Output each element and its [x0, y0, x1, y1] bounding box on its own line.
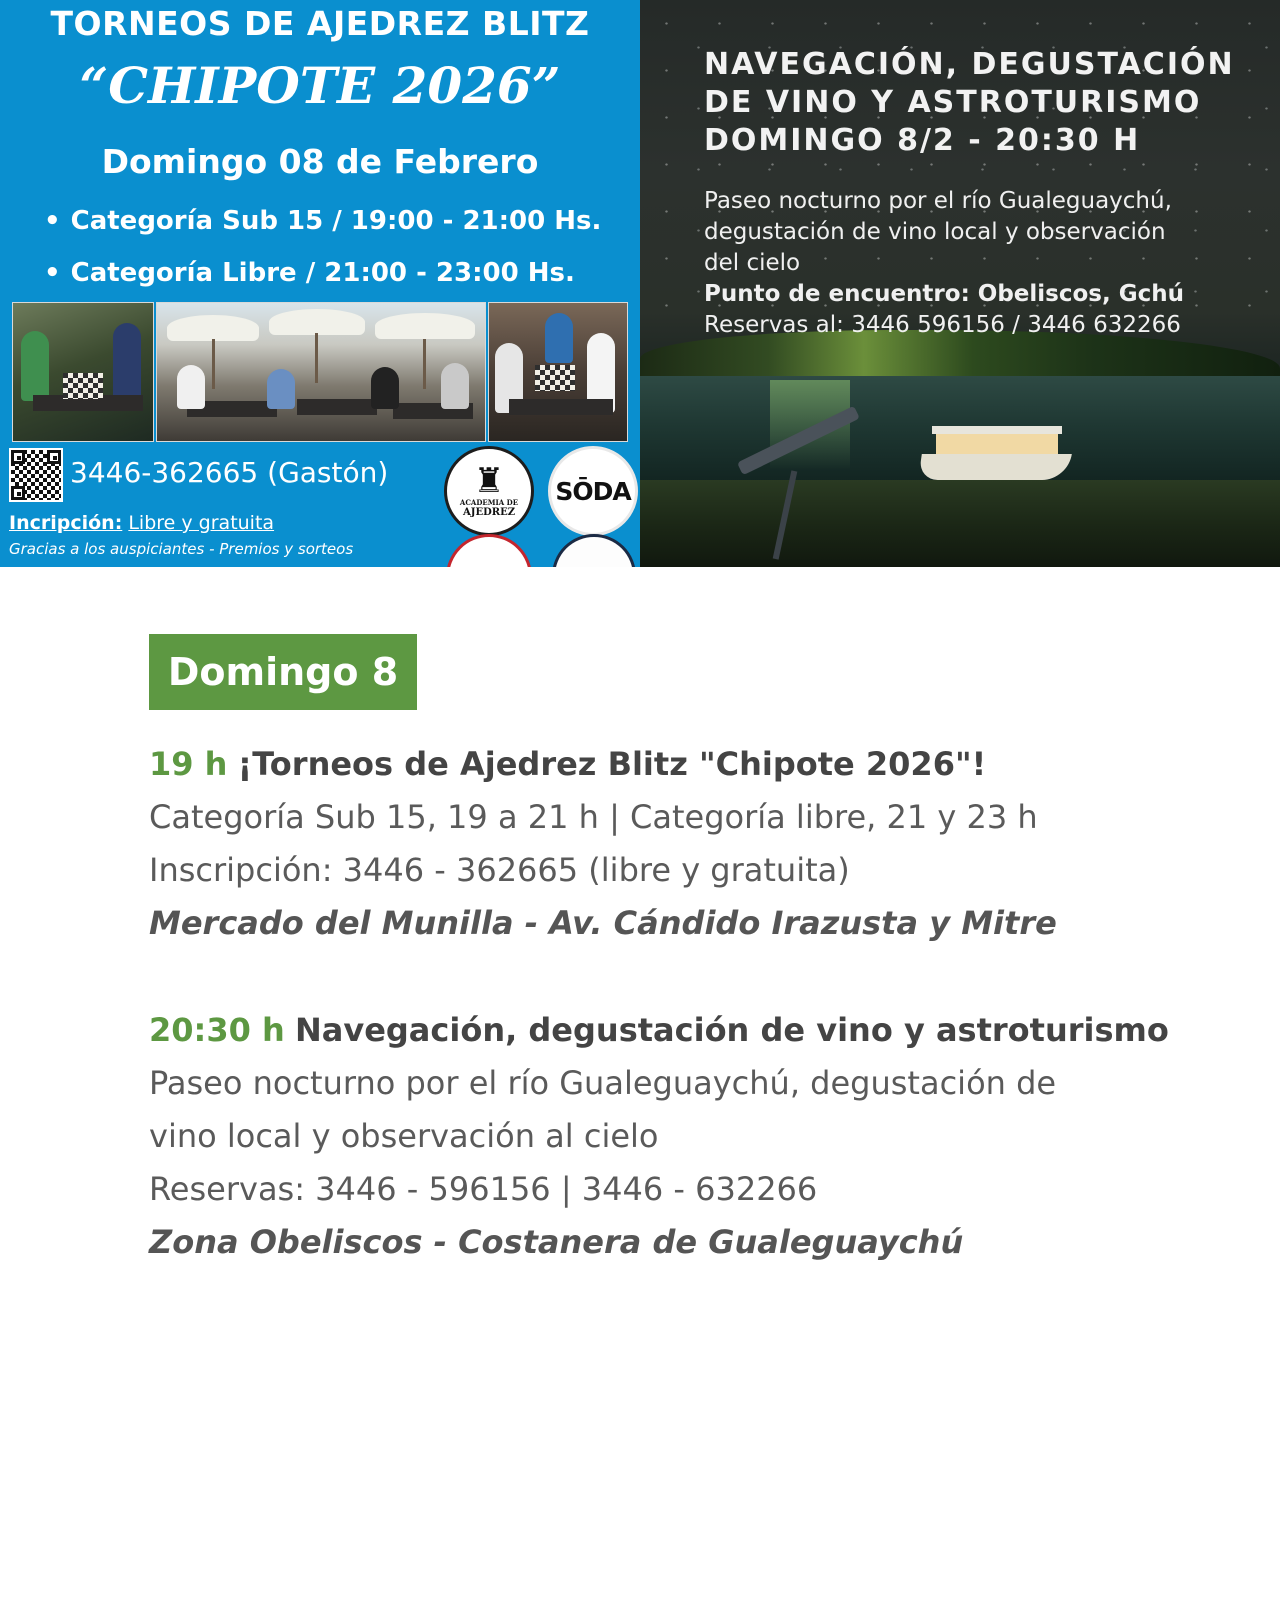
child-figure [177, 365, 205, 409]
academia-ajedrez-logo: ♜ ACADEMIA DE AJEDREZ [444, 446, 534, 536]
event-detail: Categoría Sub 15, 19 a 21 h | Categoría libre, 21 y 23 h [149, 798, 1038, 836]
contact-phone: 3446-362665 (Gastón) [70, 456, 389, 489]
night-poster-description: Paseo nocturno por el río Gualeguaychú, degustación de vino local y observación del cielo Punto de encuentro: Obeliscos, Gchú Reservas al: 3446 596156 / 3446 632266 [704, 186, 1264, 341]
event-location: Zona Obeliscos - Costanera de Gualeguaychú [149, 1223, 964, 1261]
event-heading [149, 738, 1149, 791]
child-figure [371, 367, 399, 409]
event-detail: vino local y observación al cielo [149, 1117, 659, 1155]
event-time: 19 h [149, 745, 228, 783]
event-detail: Reservas: 3446 - 596156 | 3446 - 632266 [149, 1170, 818, 1208]
photo-kids-playing-chess [12, 302, 154, 442]
table-shape [297, 399, 377, 415]
libreria-sponsor-logo [446, 534, 532, 567]
umbrella-pole [212, 339, 215, 389]
event-title: ¡Torneos de Ajedrez Blitz "Chipote 2026"! [237, 745, 987, 783]
event-detail: Paseo nocturno por el río Gualeguaychú, degustación de [149, 1064, 1057, 1102]
table-shape [509, 399, 613, 415]
event-heading [149, 1004, 1169, 1057]
inscription-line [9, 512, 274, 534]
event-location: Mercado del Munilla - Av. Cándido Irazusta y Mitre [149, 904, 1057, 942]
child-figure [545, 313, 573, 363]
poster-title: TORNEOS DE AJEDREZ BLITZ [50, 4, 590, 43]
meeting-point: Punto de encuentro: Obeliscos, Gchú [704, 281, 1184, 307]
sponsors-thanks: Gracias a los auspiciantes - Premios y sorteos [9, 540, 354, 558]
federation-sponsor-logo [552, 534, 636, 567]
day-badge: Domingo 8 [149, 634, 417, 710]
photo-outdoor-market-tables [156, 302, 486, 442]
bullet-icon: • [44, 206, 61, 236]
boat-shape [920, 426, 1070, 478]
child-figure [267, 369, 295, 409]
poster-category-libre: • Categoría Libre / 21:00 - 23:00 Hs. [44, 258, 575, 288]
night-navigation-poster [640, 0, 1280, 567]
photo-boys-at-chessboard [488, 302, 628, 442]
event-detail: Inscripción: 3446 - 362665 (libre y gratuita) [149, 851, 850, 889]
chessboard-shape [535, 365, 575, 391]
event-title: Navegación, degustación de vino y astroturismo [294, 1011, 1169, 1049]
bullet-icon: • [44, 258, 61, 288]
umbrella-pole [423, 339, 426, 389]
child-figure [21, 331, 49, 401]
reservations: Reservas al: 3446 596156 / 3446 632266 [704, 312, 1181, 338]
poster-date: Domingo 08 de Febrero [101, 142, 539, 181]
inscription-label: Incripción: [9, 512, 123, 534]
child-figure [113, 323, 141, 403]
chess-tournament-poster [0, 0, 640, 567]
qr-code-icon [9, 448, 63, 502]
umbrella-shape [375, 313, 475, 339]
umbrella-shape [269, 309, 365, 335]
chess-photo-strip [12, 302, 628, 442]
event-time: 20:30 h [149, 1011, 285, 1049]
chessboard-shape [63, 373, 103, 399]
grass-foreground [640, 480, 1280, 567]
soda-logo: SŌDA [548, 446, 638, 536]
umbrella-pole [315, 333, 318, 383]
event-item [149, 1004, 1169, 1269]
umbrella-shape [167, 315, 259, 341]
child-figure [441, 363, 469, 409]
event-item [149, 738, 1149, 950]
chess-rook-icon: ♜ [473, 461, 505, 501]
inscription-value: Libre y gratuita [128, 512, 275, 534]
poster-subtitle: “CHIPOTE 2026” [79, 56, 561, 115]
poster-category-sub15: • Categoría Sub 15 / 19:00 - 21:00 Hs. [44, 206, 602, 236]
night-poster-heading: NAVEGACIÓN, DEGUSTACIÓN DE VINO Y ASTROTURISMO DOMINGO 8/2 - 20:30 H [704, 47, 1235, 158]
